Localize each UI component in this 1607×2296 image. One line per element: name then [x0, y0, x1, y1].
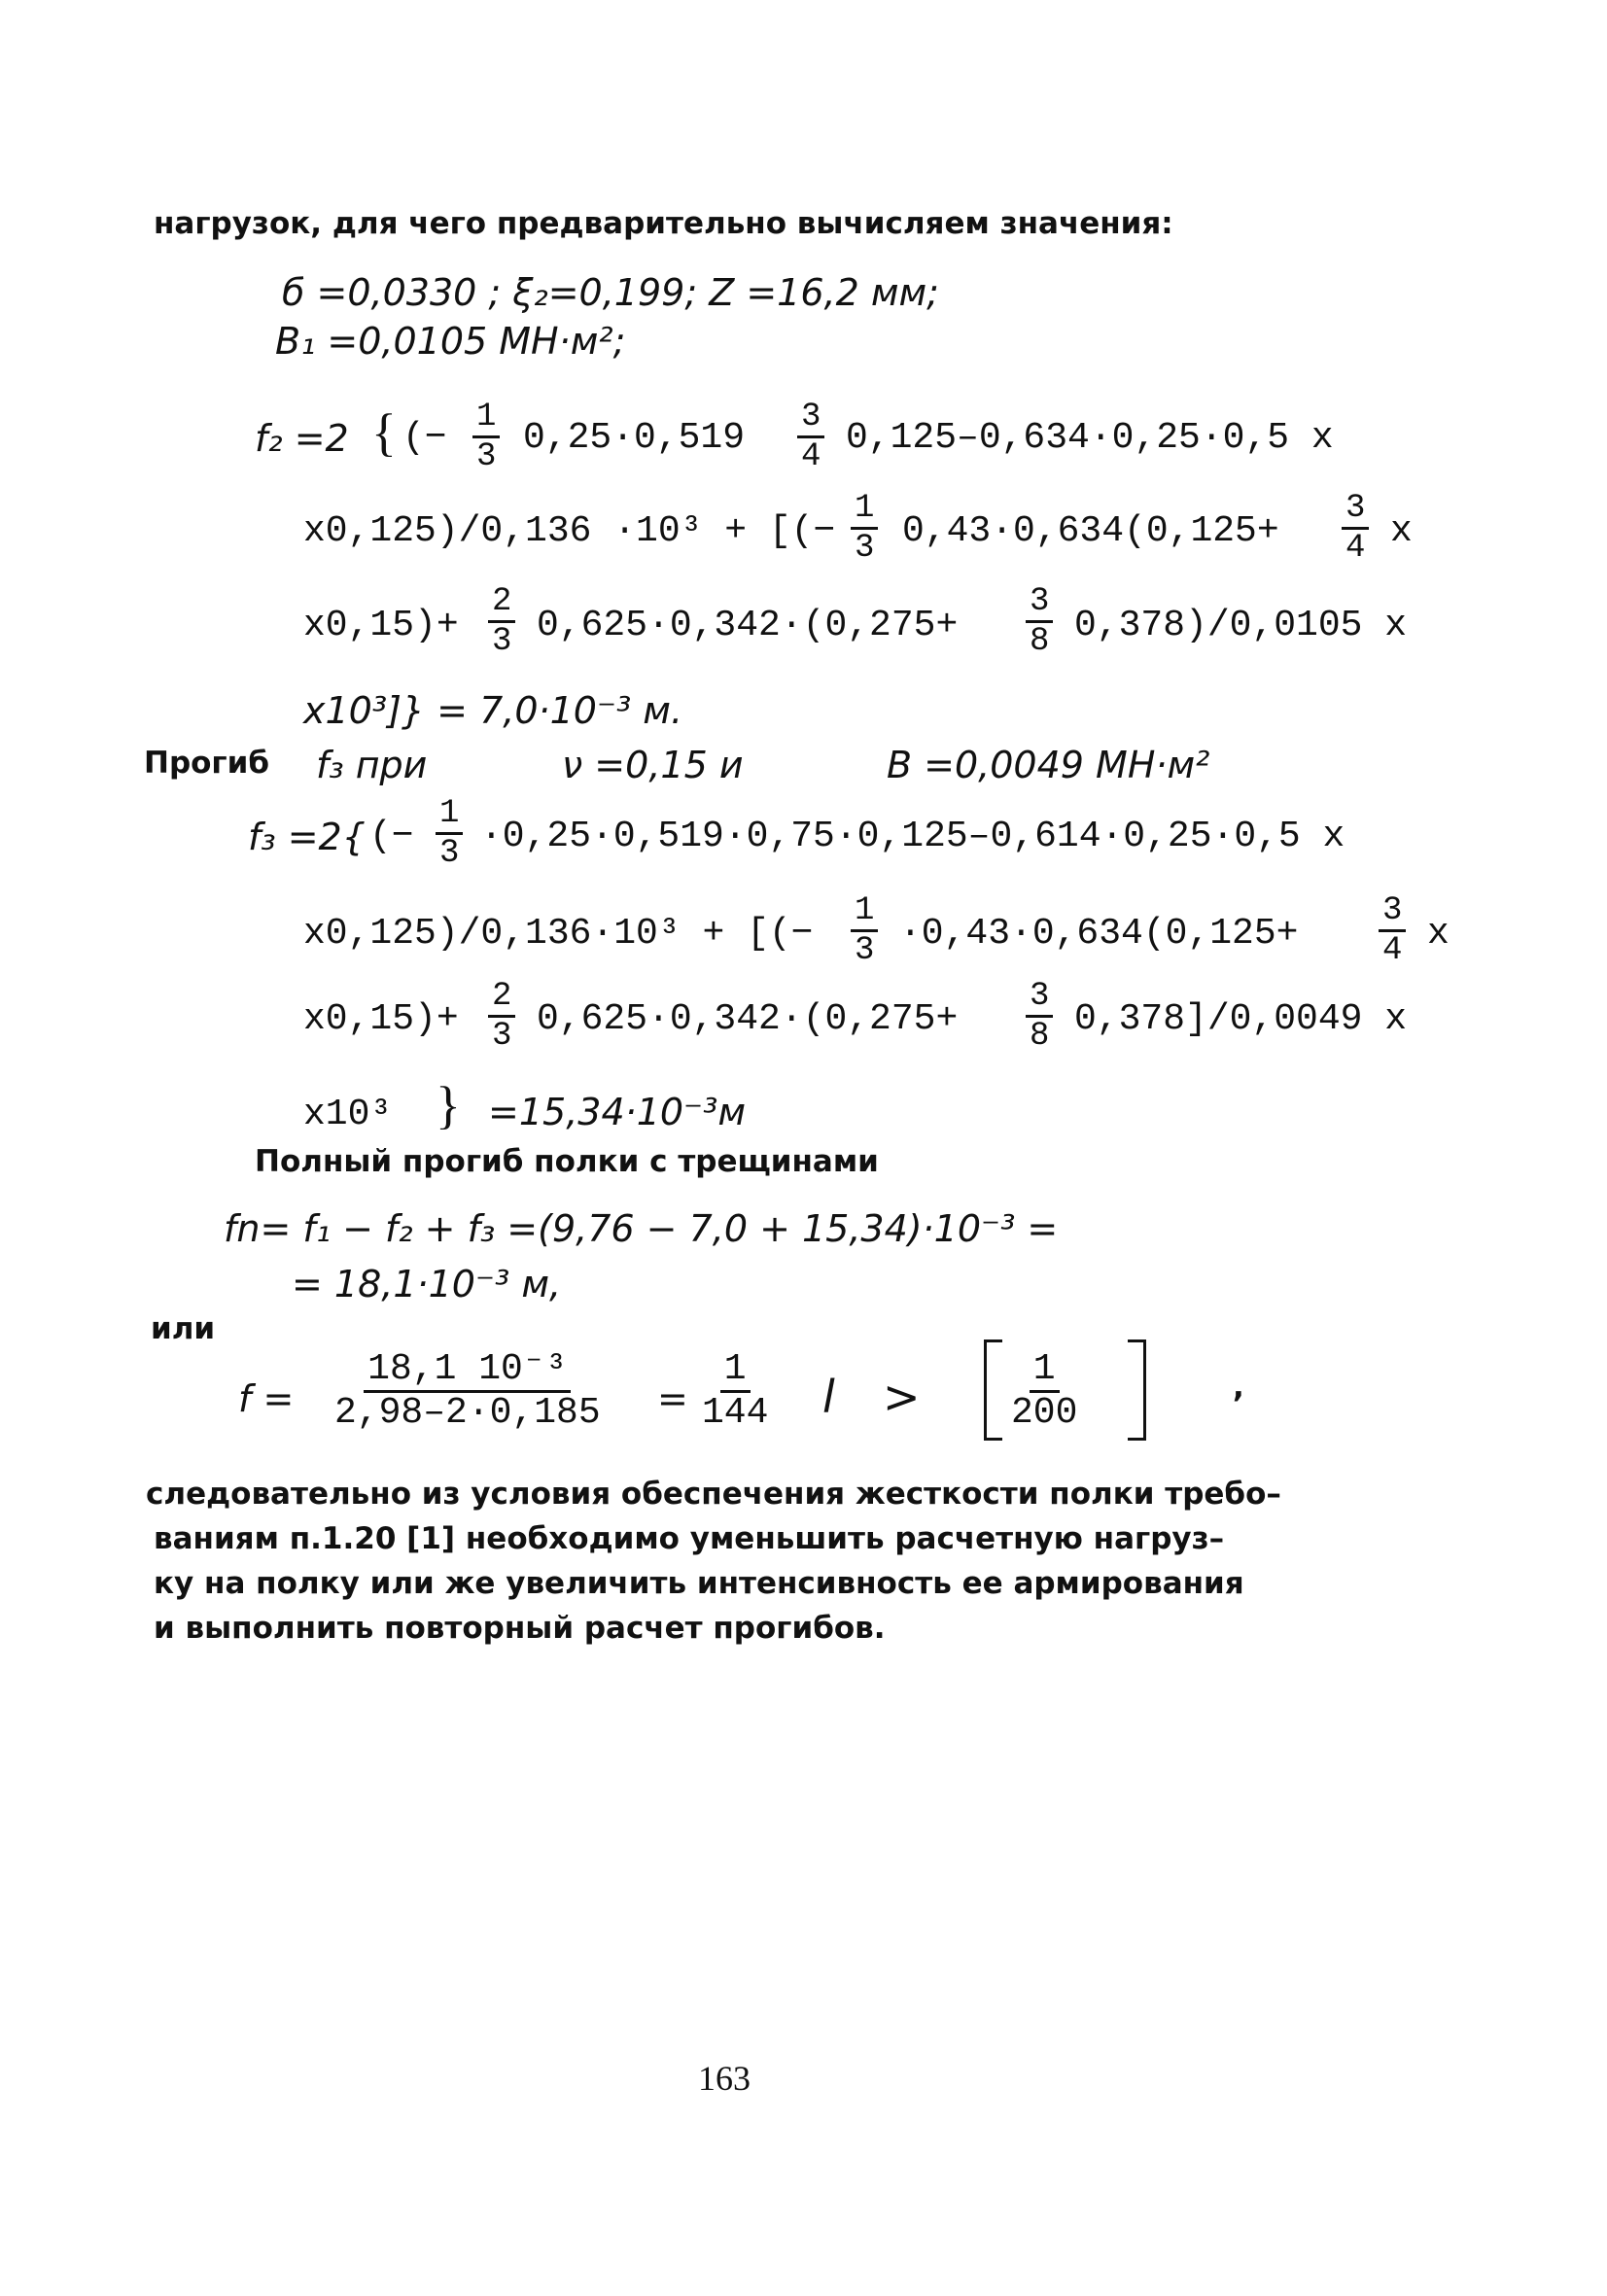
f2-frac-1-num: 1 [472, 400, 500, 438]
f3-line4-a: x10³ [303, 1094, 393, 1135]
f3-frac-5 [1026, 980, 1053, 1053]
f2-frac-6 [1026, 585, 1053, 658]
f2-frac-4 [1342, 492, 1369, 565]
f2-line3-a: x0,15)+ [303, 605, 459, 646]
f2-line3-b: 0,625·0,342·(0,275+ [537, 605, 959, 646]
right-square-bracket [1128, 1339, 1146, 1441]
f2-frac-4-num: 3 [1342, 492, 1369, 530]
f2-line1-a: (− [402, 417, 447, 459]
f3-line4-b: =15,34·10⁻³м [488, 1091, 747, 1133]
progib-word: Прогиб [144, 746, 269, 781]
f3-frac-3 [1379, 894, 1406, 967]
f-ratio-comma: , [1233, 1370, 1244, 1405]
f-ratio-frac-1-num: 18,1 10⁻³ [364, 1351, 571, 1393]
f2-frac-3-den: 3 [855, 530, 875, 567]
f3-close-brace: } [436, 1076, 461, 1134]
f2-frac-4-den: 4 [1345, 530, 1366, 567]
left-square-bracket [984, 1339, 1002, 1441]
page-number: 163 [698, 2059, 751, 2098]
f3-frac-3-den: 4 [1382, 932, 1403, 969]
f-ratio-frac-3 [1007, 1348, 1081, 1434]
f3-frac-5-den: 8 [1030, 1018, 1050, 1055]
progib-nu: ν =0,15 и [562, 744, 744, 786]
f3-line3-a: x0,15)+ [303, 998, 459, 1040]
f3-frac-4-num: 2 [488, 980, 515, 1018]
f2-frac-5-den: 3 [492, 623, 512, 660]
f-ratio-frac-1-den: 2,98–2·0,185 [334, 1392, 601, 1434]
params-line-1: б =0,0330 ; ξ₂=0,199; Z =16,2 мм; [282, 271, 939, 314]
f3-frac-5-num: 3 [1026, 980, 1053, 1018]
f3-label: f₃ =2{ [248, 816, 366, 858]
f2-frac-6-num: 3 [1026, 585, 1053, 623]
f2-open-brace: { [371, 403, 397, 462]
f3-line2-a: x0,125)/0,136·10³ + [(− [303, 913, 814, 955]
f2-line3-c: 0,378)/0,0105 x [1074, 605, 1408, 646]
f-ratio-eq: = [657, 1377, 688, 1420]
intro-line: нагрузок, для чего предварительно вычисляем значения: [154, 206, 1173, 241]
f3-frac-1-num: 1 [436, 797, 463, 835]
f2-line1-c: 0,125–0,634·0,25·0,5 x [846, 417, 1334, 459]
f-ratio-frac-2 [698, 1348, 772, 1434]
conclusion-line-1: следовательно из условия обеспечения жесткости полки требо– [146, 1477, 1281, 1512]
f2-frac-2-den: 4 [801, 438, 821, 475]
f3-frac-1-den: 3 [439, 835, 460, 872]
f3-frac-4-den: 3 [492, 1018, 512, 1055]
f-ratio-frac-1 [331, 1348, 605, 1434]
f2-frac-5-num: 2 [488, 585, 515, 623]
f2-frac-5 [488, 585, 515, 658]
f2-line2-b: 0,43·0,634(0,125+ [902, 510, 1279, 552]
f2-frac-1 [472, 400, 500, 473]
f3-line2-c: x [1427, 913, 1450, 955]
f2-frac-3 [851, 492, 878, 565]
f3-line3-c: 0,378]/0,0049 x [1074, 998, 1408, 1040]
f2-line4: x10³]} = 7,0·10⁻³ м. [303, 689, 683, 732]
f2-line1-b: 0,25·0,519 [523, 417, 746, 459]
f-ratio-frac-2-den: 144 [702, 1392, 769, 1434]
conclusion-line-3: ку на полку или же увеличить интенсивность ее армирования [154, 1566, 1244, 1601]
progib-b: B =0,0049 МН·м² [887, 744, 1210, 786]
f-ratio-frac-3-den: 200 [1011, 1392, 1078, 1434]
f-ratio-frac-3-num: 1 [1030, 1351, 1060, 1393]
f2-frac-6-den: 8 [1030, 623, 1050, 660]
f3-line1-b: ·0,25·0,519·0,75·0,125–0,614·0,25·0,5 x [480, 816, 1345, 857]
fn-result: = 18,1·10⁻³ м, [292, 1263, 562, 1305]
f-ratio-gt: > [883, 1371, 921, 1423]
f3-line1-a: (− [369, 816, 414, 857]
f2-label: f₂ =2 [255, 417, 349, 460]
f2-frac-2-num: 3 [797, 400, 824, 438]
f3-frac-4 [488, 980, 515, 1053]
f2-line2-c: x [1390, 510, 1413, 552]
f2-frac-1-den: 3 [476, 438, 497, 475]
f3-line3-b: 0,625·0,342·(0,275+ [537, 998, 959, 1040]
progib-f3: f₃ при [316, 744, 428, 786]
fn-line: fn= f₁ − f₂ + f₃ =(9,76 − 7,0 + 15,34)·10⁻³ = [224, 1207, 1059, 1250]
f3-frac-3-num: 3 [1379, 894, 1406, 932]
f3-frac-2 [851, 894, 878, 967]
f-ratio-l: l [822, 1371, 835, 1423]
params-line-2: B₁ =0,0105 МН·м²; [275, 320, 626, 363]
f3-line2-b: ·0,43·0,634(0,125+ [899, 913, 1299, 955]
f-ratio-lhs: f = [238, 1377, 295, 1420]
conclusion-line-2: ваниям п.1.20 [1] необходимо уменьшить расчетную нагруз– [154, 1521, 1225, 1556]
f2-line2-a: x0,125)/0,136 ·10³ + [(− [303, 510, 836, 552]
or-word: или [151, 1311, 216, 1346]
f3-frac-2-num: 1 [851, 894, 878, 932]
conclusion-line-4: и выполнить повторный расчет прогибов. [154, 1611, 886, 1646]
full-deflection-heading: Полный прогиб полки с трещинами [255, 1144, 879, 1179]
f3-frac-1 [436, 797, 463, 870]
f3-frac-2-den: 3 [855, 932, 875, 969]
f2-frac-2 [797, 400, 824, 473]
f-ratio-frac-2-num: 1 [720, 1351, 751, 1393]
f2-frac-3-num: 1 [851, 492, 878, 530]
